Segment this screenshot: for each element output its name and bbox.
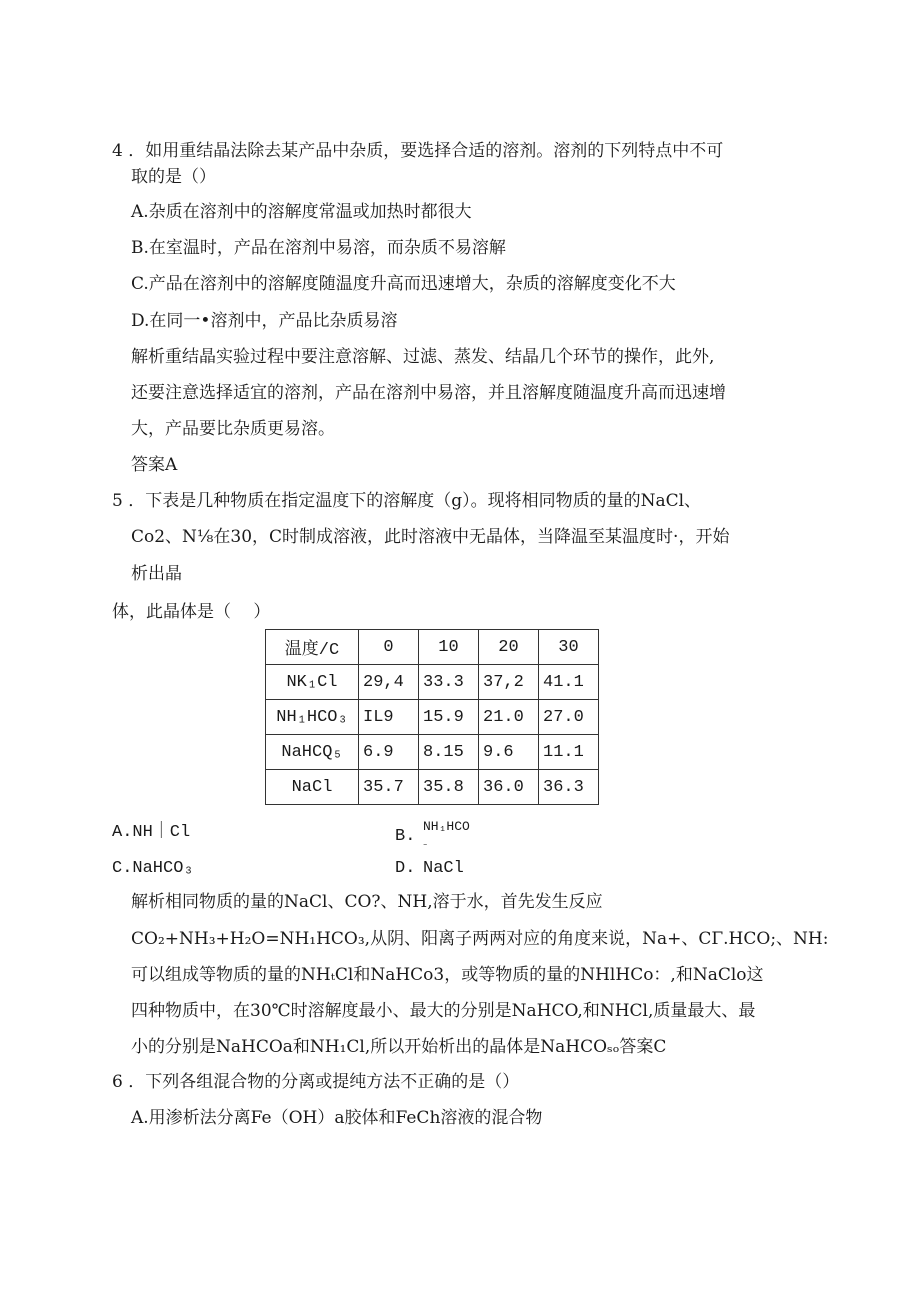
table-header-cell: 10 xyxy=(419,630,479,665)
q5-stem-line-4: 体，此晶体是（ ） xyxy=(112,602,271,622)
q5-stem-line-2: Co2、N⅛在30，C时制成溶液，此时溶液中无晶体，当降温至某温度时·，开始 xyxy=(131,527,730,547)
q4-option-c: C.产品在溶剂中的溶解度随温度升高而迅速增大，杂质的溶解度变化不大 xyxy=(131,274,676,294)
q5-option-d-label: D. xyxy=(395,859,416,878)
table-header-cell: 30 xyxy=(539,630,599,665)
table-cell: 8.15 xyxy=(419,735,479,770)
table-cell: NaHCQ₅ xyxy=(266,735,359,770)
q4-stem-line-1: 4 ．如用重结晶法除去某产品中杂质，要选择合适的溶剂。溶剂的下列特点中不可 xyxy=(112,141,724,161)
table-row xyxy=(266,700,599,735)
table-cell: 41.1 xyxy=(539,665,599,700)
table-cell: NK₁Cl xyxy=(266,665,359,700)
q5-option-b-label: B. xyxy=(395,827,416,846)
q5-analysis-line-5: 小的分别是NaHCOa和NH₁Cl,所以开始析出的晶体是NaHCOₛₒ答案C xyxy=(131,1037,667,1057)
solubility-table xyxy=(265,629,599,805)
table-row xyxy=(266,665,599,700)
q4-analysis-line-3: 大，产品要比杂质更易溶。 xyxy=(131,419,335,439)
table-cell: 33.3 xyxy=(419,665,479,700)
table-header-row xyxy=(266,630,599,665)
table-cell: IL9 xyxy=(359,700,419,735)
table-row xyxy=(266,770,599,805)
table-cell: NH₁HCO₃ xyxy=(266,700,359,735)
table-cell: 35.8 xyxy=(419,770,479,805)
q4-option-a: A.杂质在溶剂中的溶解度常温或加热时都很大 xyxy=(131,202,472,222)
q5-stem-line-1: 5 ．下表是几种物质在指定温度下的溶解度（g）。现将相同物质的量的NaCl、 xyxy=(112,491,702,511)
q5-analysis-line-2: CO₂+NH₃+H₂O=NH₁HCO₃,从阴、阳离子两两对应的角度来说，Na+、CΓ.HCO;、NH: xyxy=(131,929,829,949)
q5-analysis-line-4: 四种物质中，在30℃时溶解度最小、最大的分别是NaHCO,和NHCl,质量最大、最 xyxy=(131,1001,756,1021)
table-cell: NaCl xyxy=(266,770,359,805)
table-cell: 27.0 xyxy=(539,700,599,735)
table-cell: 6.9 xyxy=(359,735,419,770)
table-cell: 9.6 xyxy=(479,735,539,770)
table-cell: 35.7 xyxy=(359,770,419,805)
table-cell: 36.3 xyxy=(539,770,599,805)
q5-stem-line-3: 析出晶 xyxy=(131,564,182,584)
q5-analysis-line-3: 可以组成等物质的量的NHₜCl和NaHCo3，或等物质的量的NHlHCo：,和NaClo这 xyxy=(131,965,764,985)
table-cell: 29,4 xyxy=(359,665,419,700)
q4-answer: 答案A xyxy=(131,455,178,475)
q4-option-d: D.在同一•溶剂中，产品比杂质易溶 xyxy=(131,311,398,331)
table-row xyxy=(266,735,599,770)
q4-stem-line-2: 取的是（） xyxy=(131,167,216,187)
table-cell: 37,2 xyxy=(479,665,539,700)
table-cell: 11.1 xyxy=(539,735,599,770)
q5-option-b-text: NH₁HCO xyxy=(423,819,470,834)
q5-option-c: C.NaHCO₃ xyxy=(112,859,194,878)
table-header-cell: 0 xyxy=(359,630,419,665)
q5-option-a: A.NH｜Cl xyxy=(112,823,191,842)
q5-analysis-line-1: 解析相同物质的量的NaCl、CO?、NH,溶于水，首先发生反应 xyxy=(131,892,603,912)
q5-option-d-text: NaCl xyxy=(423,859,464,878)
table-cell: 36.0 xyxy=(479,770,539,805)
q6-option-a: A.用渗析法分离Fe（OH）a胶体和FeCh溶液的混合物 xyxy=(131,1108,543,1128)
q4-analysis-line-1: 解析重结晶实验过程中要注意溶解、过滤、蒸发、结晶几个环节的操作，此外, xyxy=(131,347,715,367)
q4-analysis-line-2: 还要注意选择适宜的溶剂，产品在溶剂中易溶，并且溶解度随温度升高而迅速增 xyxy=(131,383,726,403)
table-header-cell: 20 xyxy=(479,630,539,665)
q4-option-b: B.在室温时，产品在溶剂中易溶，而杂质不易溶解 xyxy=(131,238,506,258)
q6-stem: 6 ．下列各组混合物的分离或提纯方法不正确的是（） xyxy=(112,1072,520,1092)
table-cell: 15.9 xyxy=(419,700,479,735)
table-cell: 21.0 xyxy=(479,700,539,735)
table-header-cell: 温度/C xyxy=(266,630,359,665)
q5-option-b-mark: - xyxy=(423,837,428,852)
